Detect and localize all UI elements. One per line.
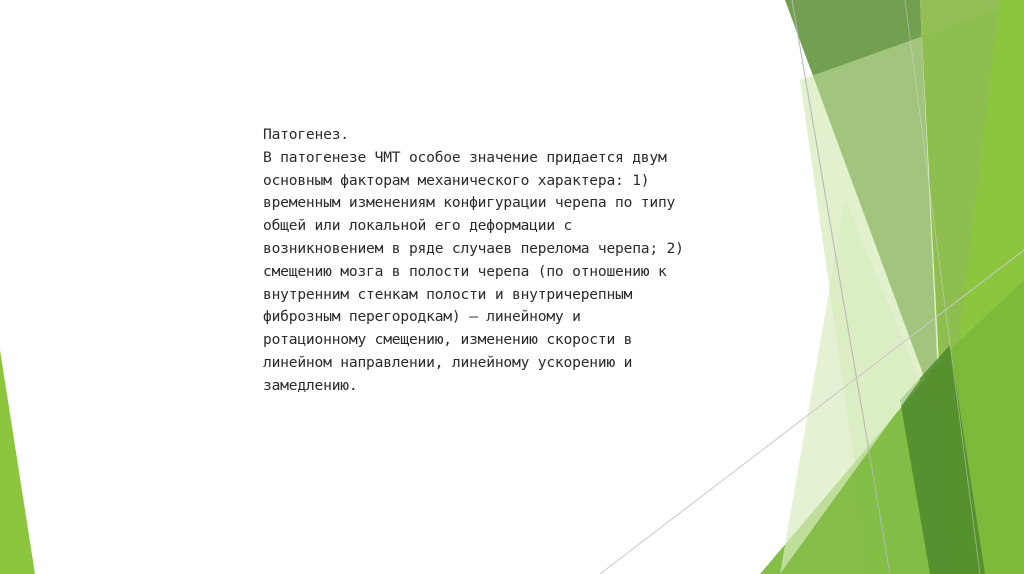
slide-heading: Патогенез. [263,126,349,143]
body-line: общей или локальной его деформации с [263,217,573,235]
body-line: замедлению. [263,376,358,394]
body-line: временным изменениям конфигурации черепа по типу [263,194,676,212]
body-line: основным факторам механического характера: 1) [263,171,650,189]
body-line: линейном направлении, линейному ускорению и [263,353,633,371]
body-line: смещению мозга в полости черепа (по отношению к [263,262,667,280]
body-line: внутренним стенкам полости и внутричерепным [263,285,633,303]
body-line: ротационному смещению, изменению скорости в [263,331,633,349]
slide-text-block [263,124,783,398]
body-line: возникновением в ряде случаев перелома черепа; 2) [263,239,684,257]
body-line: В патогенезе ЧМТ особое значение придается двум [263,148,667,166]
left-edge-triangle [0,350,35,574]
body-line: фиброзным перегородкам) — линейному и [263,308,581,326]
